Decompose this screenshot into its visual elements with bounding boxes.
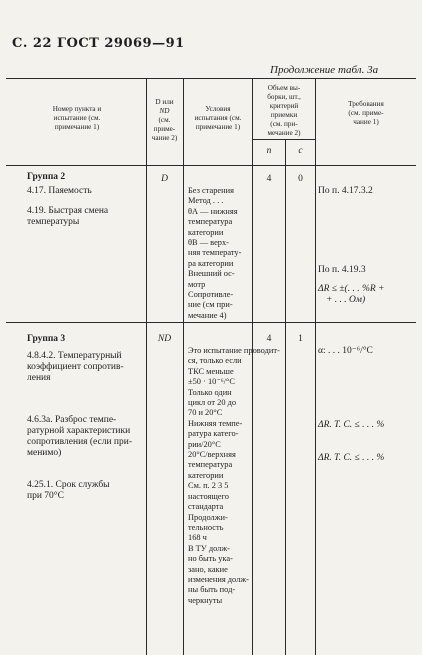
- group-2-conditions: Без старения Метод . . . θА — нижняя температура категории θВ — верх- няя температу- ра категории Внешний ос- мотр Сопротивле- ние (см при- мечание 4): [188, 186, 242, 320]
- group-2-item-solderability: 4.17. Паяемость: [27, 186, 92, 196]
- group-2-requirement-3: ΔR ≤ ±(. . . %R + + . . . Ом): [318, 284, 385, 305]
- column-header-c: c: [298, 146, 303, 156]
- group-3-requirement-3: ΔR. T. C. ≤ . . . %: [318, 453, 385, 463]
- group-2-c: 0: [298, 174, 303, 184]
- page-header: С. 22 ГОСТ 29069—91: [12, 36, 185, 51]
- group-3-conditions: Это испытание проводит- ся, только если ТКС меньше ±50 · 10⁻⁶/°C Только один цикл от 20 до 70 и 20°C Нижняя темпе- ратура катего- рии/20°C 20°C/верхняя температура категории См. п. 2 3 5 настоящего стандарта Продолжи- тельность 168 ч В ТУ долж- но быть ука- зано, какие изменения долж- ны быть под- черкнуты: [188, 346, 280, 605]
- group-3-item-temperature-spread: 4.6.3а. Разброс темпе- ратурной характеристики сопротивления (если при- менимо): [27, 415, 133, 458]
- column-header-item: Номер пункта и испытание (см. примечание 1): [52, 105, 102, 131]
- group-2-title: Группа 2: [27, 172, 66, 182]
- group-3-requirement-2: ΔR. T. C. ≤ . . . %: [318, 420, 385, 430]
- group-3-dnd: ND: [157, 334, 172, 344]
- group-3-c: 1: [298, 334, 303, 344]
- group-2-item-temperature-change: 4.19. Быстрая смена температуры: [27, 206, 109, 227]
- group-3-item-tcr: 4.8.4.2. Температурный коэффициент сопротив- ления: [27, 351, 124, 383]
- group-3-n: 4: [266, 334, 272, 344]
- group-2-requirement-2: По п. 4.19.3: [318, 265, 366, 275]
- continuation-caption: Продолжение табл. 3а: [270, 64, 379, 76]
- column-header-n: n: [266, 146, 272, 156]
- column-header-dnd: D или ND (см. приме- чание 2): [151, 98, 178, 142]
- column-header-conditions: Условия испытания (см. примечание 1): [194, 105, 242, 131]
- group-3-title: Группа 3: [27, 334, 66, 344]
- group-3-requirement-1: α: . . . 10⁻⁶/°C: [318, 346, 373, 356]
- group-2-n: 4: [266, 174, 272, 184]
- group-2-requirement-1: По п. 4.17.3.2: [318, 186, 373, 196]
- group-3-item-life: 4.25.1. Срок службы при 70°C: [27, 480, 110, 501]
- column-header-requirements: Требования (см. приме- чание 1): [348, 100, 384, 126]
- group-2-dnd: D: [161, 174, 168, 184]
- column-header-sample: Объем вы- борки, шт., критерий приемки (см. при- мечание 2): [267, 84, 301, 137]
